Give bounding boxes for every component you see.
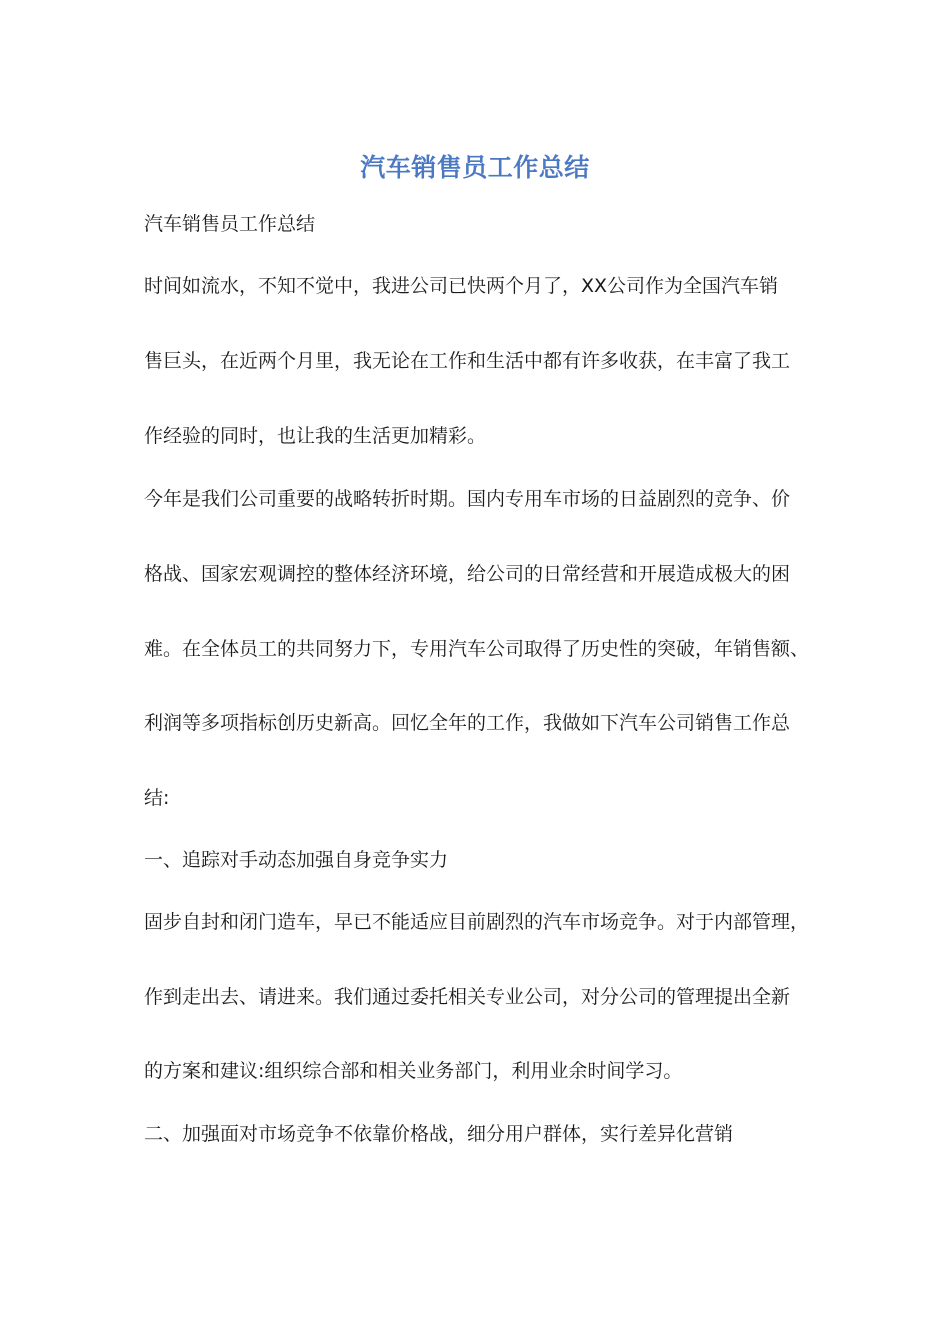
paragraph-line: 的方案和建议:组织综合部和相关业务部门，利用业余时间学习。	[144, 1060, 683, 1082]
document-title: 汽车销售员工作总结	[360, 153, 590, 182]
paragraph-line: 结:	[144, 787, 170, 809]
paragraph-line: 难。在全体员工的共同努力下，专用汽车公司取得了历史性的突破，年销售额、	[144, 638, 810, 660]
section-heading: 二、加强面对市场竞争不依靠价格战，细分用户群体，实行差异化营销	[144, 1123, 734, 1145]
section-heading: 一、追踪对手动态加强自身竞争实力	[144, 849, 449, 871]
paragraph-line: 利润等多项指标创历史新高。回忆全年的工作，我做如下汽车公司销售工作总	[144, 712, 791, 734]
subtitle-line: 汽车销售员工作总结	[144, 213, 316, 235]
paragraph-line: 固步自封和闭门造车，早已不能适应目前剧烈的汽车市场竞争。对于内部管理，	[144, 911, 810, 933]
paragraph-line: 售巨头，在近两个月里，我无论在工作和生活中都有许多收获，在丰富了我工	[144, 350, 791, 372]
paragraph-line: 今年是我们公司重要的战略转折时期。国内专用车市场的日益剧烈的竞争、价	[144, 488, 791, 510]
paragraph-line: 时间如流水，不知不觉中，我进公司已快两个月了，XX公司作为全国汽车销	[144, 275, 779, 297]
paragraph-line: 作到走出去、请进来。我们通过委托相关专业公司，对分公司的管理提出全新	[144, 986, 791, 1008]
paragraph-line: 格战、国家宏观调控的整体经济环境，给公司的日常经营和开展造成极大的困	[144, 563, 791, 585]
paragraph-line: 作经验的同时，也让我的生活更加精彩。	[144, 425, 487, 447]
